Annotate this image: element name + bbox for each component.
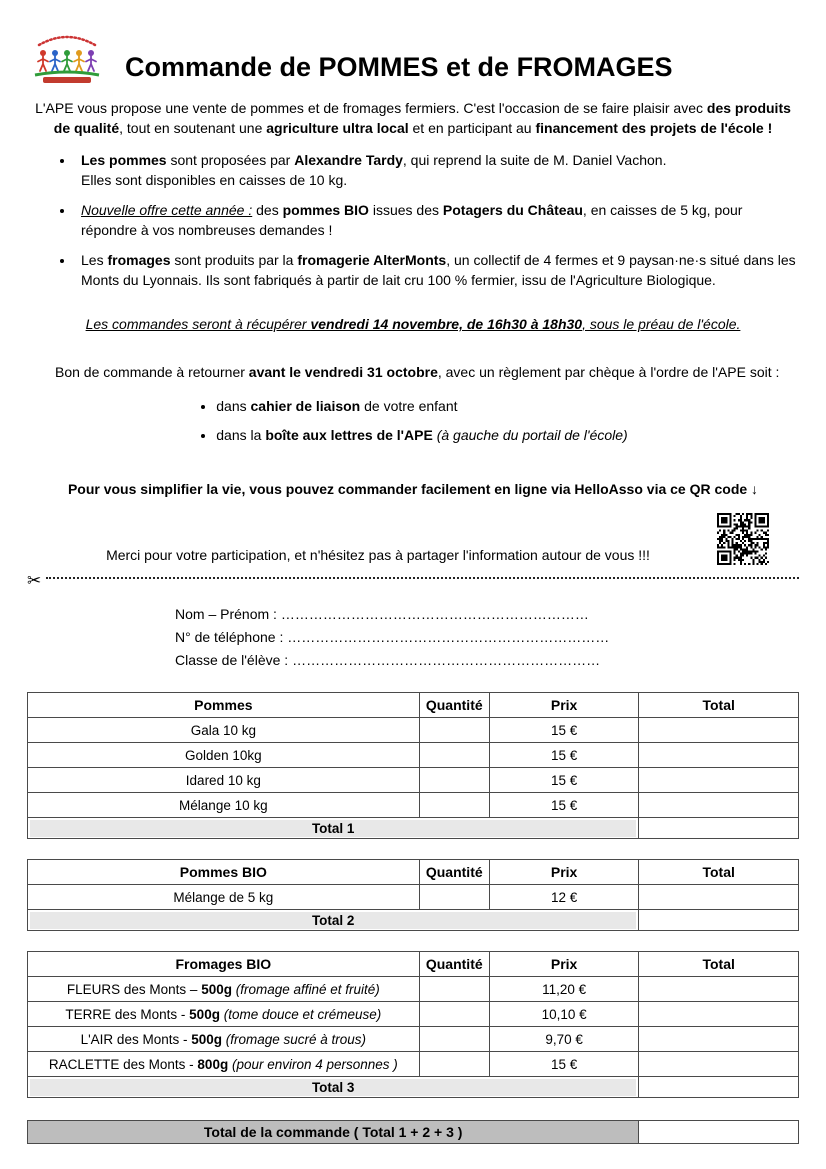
grand-total-label: Total de la commande ( Total 1 + 2 + 3 ) <box>28 1121 639 1144</box>
product-name: FLEURS des Monts – <box>66 981 202 997</box>
text-segment: de votre enfant <box>360 398 458 414</box>
return-option-boite <box>216 425 627 445</box>
table-pommes <box>27 692 799 839</box>
text-segment: Les <box>81 252 108 268</box>
text-segment: , avec un règlement par chèque à l'ordre de l'APE soit : <box>437 364 780 380</box>
text-segment-bold: pommes BIO <box>282 202 369 218</box>
text-segment: , qui reprend la suite de M. Daniel Vachon. <box>402 152 667 168</box>
product-name: TERRE des Monts - <box>65 1006 190 1022</box>
qty-cell <box>419 885 489 910</box>
table-total-row <box>28 1077 799 1098</box>
qty-cell <box>419 1052 489 1077</box>
price-cell: 15 € <box>489 1052 639 1077</box>
product-weight: 500g <box>189 1006 220 1022</box>
product-cell: Gala 10 kg <box>28 718 420 743</box>
school-logo <box>27 26 107 84</box>
total-label-cell <box>28 910 639 931</box>
table-header-row <box>28 952 799 977</box>
table-row <box>28 1052 799 1077</box>
total-label-cell <box>28 818 639 839</box>
text-segment: Elles sont disponibles en caisses de 10 kg. <box>81 172 348 188</box>
text-segment-bold: financement des projets de l'école ! <box>535 120 773 136</box>
total-label-cell <box>28 1077 639 1098</box>
total-value-cell <box>639 818 799 839</box>
text-segment: sont proposées par <box>166 152 295 168</box>
price-cell: 15 € <box>489 768 639 793</box>
table-row <box>28 743 799 768</box>
product-cell <box>28 1002 420 1027</box>
product-weight: 800g <box>197 1056 229 1072</box>
text-segment-bold: cahier de liaison <box>250 398 361 414</box>
intro-paragraph <box>31 98 795 138</box>
total-cell <box>639 718 799 743</box>
dotted-cut-line <box>46 577 799 579</box>
product-cell <box>28 977 420 1002</box>
text-segment: , sous le préau de l'école. <box>582 316 741 332</box>
class-field: Classe de l'élève : ………………………………………………………… <box>175 652 601 668</box>
product-weight: 500g <box>191 1031 222 1047</box>
product-desc: (fromage affiné et fruité) <box>231 981 380 997</box>
text-segment: des <box>252 202 283 218</box>
qty-cell <box>419 1027 489 1052</box>
thanks-row <box>27 513 799 567</box>
text-segment: dans la <box>216 427 266 443</box>
col-header-total: Total <box>639 860 799 885</box>
col-header-product: Fromages BIO <box>28 952 420 977</box>
text-segment: , un collectif de 4 fermes et 9 paysan·ne·s situé dans les Monts du Lyonnais. Ils sont fabriqués à partir de lait cru 100 % fermier, issu de l'Agriculture Biologique. <box>81 252 796 288</box>
text-segment-bold: des produits de qualité <box>53 100 791 136</box>
table-fromages-bio <box>27 951 799 1098</box>
cut-line-row <box>27 571 799 589</box>
text-segment-bold: boîte aux lettres de l'APE <box>265 427 433 443</box>
return-options-list <box>198 396 627 445</box>
scissors-icon: ✂ <box>27 570 42 590</box>
table-row <box>28 768 799 793</box>
text-segment-bold: Les pommes <box>81 152 167 168</box>
text-segment-bold: fromages <box>107 252 171 268</box>
text-segment-bold: Potagers du Château <box>442 202 583 218</box>
text-segment-italic: (à gauche du portail de l'école) <box>432 427 628 443</box>
col-header-total: Total <box>639 693 799 718</box>
table-row <box>28 1027 799 1052</box>
phone-field: N° de téléphone : …………………………………………………………… <box>175 629 610 645</box>
qty-cell <box>419 793 489 818</box>
total-value-cell <box>639 910 799 931</box>
text-segment-bold: agriculture ultra local <box>266 120 409 136</box>
page-title: Commande de POMMES et de FROMAGES <box>125 52 673 82</box>
form-fields <box>175 603 799 672</box>
grand-total-row <box>28 1121 799 1144</box>
product-desc: (fromage sucré à trous) <box>222 1031 367 1047</box>
table-header-row <box>28 860 799 885</box>
col-header-price: Prix <box>489 693 639 718</box>
qr-code <box>717 513 769 565</box>
text-segment: issues des <box>368 202 443 218</box>
price-cell: 15 € <box>489 743 639 768</box>
product-cell: Mélange 10 kg <box>28 793 420 818</box>
total-value-cell <box>639 1077 799 1098</box>
text-segment-italic-underline: Nouvelle offre cette année : <box>81 202 253 218</box>
total-label: Total 3 <box>30 1079 636 1096</box>
col-header-qty: Quantité <box>419 693 489 718</box>
price-cell: 12 € <box>489 885 639 910</box>
qty-cell <box>419 1002 489 1027</box>
table-total-row <box>28 818 799 839</box>
total-cell <box>639 793 799 818</box>
text-segment: L'APE vous propose une vente de pommes et de fromages fermiers. C'est l'occasion de se faire plaisir avec <box>35 100 707 116</box>
text-segment-bold: Alexandre Tardy <box>294 152 403 168</box>
grand-total-table <box>27 1120 799 1144</box>
price-cell: 15 € <box>489 793 639 818</box>
qty-cell <box>419 977 489 1002</box>
grand-total-value-cell <box>639 1121 799 1144</box>
col-header-total: Total <box>639 952 799 977</box>
total-cell <box>639 1002 799 1027</box>
total-cell <box>639 1052 799 1077</box>
product-cell: Golden 10kg <box>28 743 420 768</box>
pickup-info-line <box>27 314 799 334</box>
col-header-product: Pommes BIO <box>28 860 420 885</box>
product-name: L'AIR des Monts - <box>80 1031 192 1047</box>
total-label: Total 1 <box>30 820 636 837</box>
col-header-price: Prix <box>489 952 639 977</box>
info-bullet-list <box>57 150 799 290</box>
product-cell <box>28 1052 420 1077</box>
table-row <box>28 793 799 818</box>
total-cell <box>639 977 799 1002</box>
table-row <box>28 1002 799 1027</box>
col-header-price: Prix <box>489 860 639 885</box>
text-segment-bold: fromagerie AlterMonts <box>297 252 447 268</box>
total-cell <box>639 1027 799 1052</box>
table-header-row <box>28 693 799 718</box>
qty-cell <box>419 768 489 793</box>
table-row <box>28 885 799 910</box>
price-cell: 15 € <box>489 718 639 743</box>
bullet-fromages <box>75 250 799 290</box>
product-cell: Mélange de 5 kg <box>28 885 420 910</box>
thanks-line: Merci pour votre participation, et n'hésitez pas à partager l'information autour de vous !!! <box>106 547 650 563</box>
text-segment: dans <box>216 398 251 414</box>
table-row <box>28 977 799 1002</box>
total-label: Total 2 <box>30 912 636 929</box>
text-segment-bold: vendredi 14 novembre, de 16h30 à 18h30 <box>310 316 583 332</box>
total-cell <box>639 768 799 793</box>
col-header-qty: Quantité <box>419 952 489 977</box>
text-segment: Bon de commande à retourner <box>55 364 249 380</box>
table-row <box>28 718 799 743</box>
product-desc: (tome douce et crémeuse) <box>219 1006 382 1022</box>
qty-cell <box>419 718 489 743</box>
bullet-pommes-bio <box>75 200 799 240</box>
product-cell: Idared 10 kg <box>28 768 420 793</box>
price-cell: 9,70 € <box>489 1027 639 1052</box>
text-segment: , tout en soutenant une <box>119 120 267 136</box>
product-weight: 500g <box>201 981 232 997</box>
online-order-line: Pour vous simplifier la vie, vous pouvez commander facilement en ligne via HelloAsso via ce QR code ↓ <box>67 481 759 497</box>
table-total-row <box>28 910 799 931</box>
col-header-product: Pommes <box>28 693 420 718</box>
bullet-pommes <box>75 150 799 190</box>
qty-cell <box>419 743 489 768</box>
price-cell: 11,20 € <box>489 977 639 1002</box>
text-segment: , en caisses de 5 kg, pour répondre à vos nombreuses demandes ! <box>81 202 743 238</box>
col-header-qty: Quantité <box>419 860 489 885</box>
text-segment: et en participant au <box>408 120 536 136</box>
return-option-cahier <box>216 396 627 416</box>
total-cell <box>639 885 799 910</box>
price-cell: 10,10 € <box>489 1002 639 1027</box>
text-segment: sont produits par la <box>170 252 298 268</box>
product-cell <box>28 1027 420 1052</box>
total-cell <box>639 743 799 768</box>
text-segment: Les commandes seront à récupérer <box>85 316 311 332</box>
return-instructions <box>27 362 799 382</box>
name-field: Nom – Prénom : ………………………………………………………… <box>175 606 589 622</box>
table-pommes-bio <box>27 859 799 931</box>
product-desc: (pour environ 4 personnes ) <box>228 1056 398 1072</box>
text-segment-bold: avant le vendredi 31 octobre <box>248 364 438 380</box>
document-header <box>27 26 799 84</box>
product-name: RACLETTE des Monts - <box>48 1056 198 1072</box>
